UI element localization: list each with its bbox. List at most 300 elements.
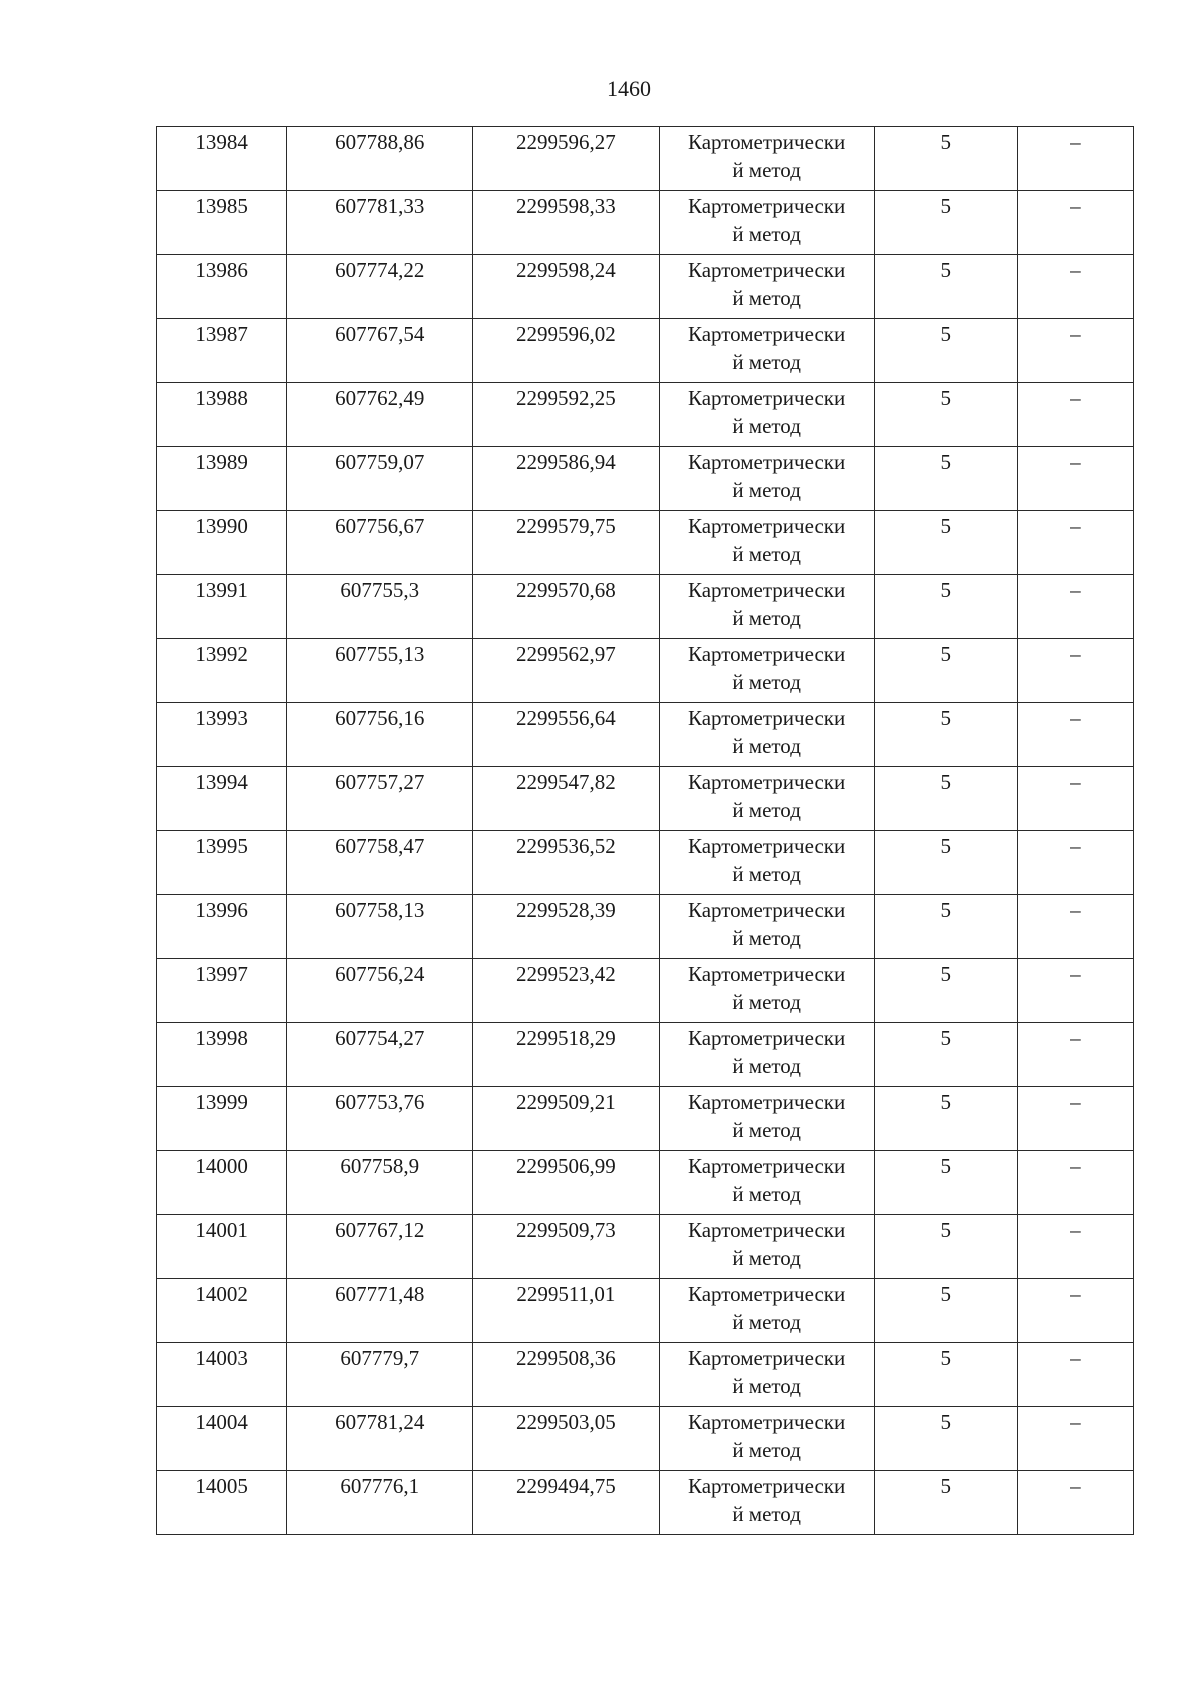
method-text: Картометрически [687,1090,846,1114]
accuracy-cell [874,959,1017,1023]
x-coordinate-text: 607776,1 [340,1474,420,1498]
method-cell [659,1471,874,1535]
method-cell [659,1087,874,1151]
x-coordinate-text: 607771,48 [335,1282,425,1306]
x-coordinate-cell [287,1087,473,1151]
method-text: й метод [732,1374,801,1398]
remark-text: – [1070,1026,1081,1050]
table-row [157,191,1134,255]
method-text: й метод [732,158,801,182]
method-text: й метод [732,1310,801,1334]
y-coordinate-text: 2299547,82 [516,770,616,794]
x-coordinate-text: 607758,13 [335,898,425,922]
x-coordinate-cell [287,1407,473,1471]
table-row [157,767,1134,831]
method-text: й метод [732,670,801,694]
accuracy-text: 5 [940,1154,952,1178]
x-coordinate-text: 607756,16 [335,706,425,730]
remark-text: – [1070,642,1081,666]
x-coordinate-text: 607759,07 [335,450,425,474]
table-row [157,1471,1134,1535]
point-number-cell [157,703,287,767]
method-text: Картометрически [687,770,846,794]
y-coordinate-cell [473,1023,659,1087]
method-text: Картометрически [687,1154,846,1178]
method-text: й метод [732,1118,801,1142]
x-coordinate-cell [287,511,473,575]
x-coordinate-text: 607758,47 [335,834,425,858]
x-coordinate-cell [287,1471,473,1535]
x-coordinate-cell [287,1215,473,1279]
table-row [157,255,1134,319]
remark-cell [1017,575,1133,639]
x-coordinate-cell [287,319,473,383]
table-row [157,1023,1134,1087]
remark-cell [1017,703,1133,767]
remark-text: – [1070,130,1081,154]
method-text: Картометрически [687,514,846,538]
table-row [157,639,1134,703]
x-coordinate-cell [287,639,473,703]
page-number: 1460 [607,76,651,101]
y-coordinate-text: 2299596,27 [516,130,616,154]
remark-cell [1017,639,1133,703]
remark-cell [1017,959,1133,1023]
method-text: й метод [732,990,801,1014]
remark-cell [1017,511,1133,575]
y-coordinate-text: 2299528,39 [516,898,616,922]
y-coordinate-cell [473,1471,659,1535]
y-coordinate-text: 2299556,64 [516,706,616,730]
method-text: Картометрически [687,1282,846,1306]
point-number-text: 13984 [195,130,248,154]
y-coordinate-text: 2299562,97 [516,642,616,666]
x-coordinate-cell [287,895,473,959]
x-coordinate-text: 607774,22 [335,258,425,282]
y-coordinate-cell [473,319,659,383]
method-text: Картометрически [687,706,846,730]
point-number-cell [157,639,287,703]
y-coordinate-cell [473,959,659,1023]
remark-text: – [1070,514,1081,538]
method-cell [659,1279,874,1343]
point-number-text: 13996 [195,898,248,922]
y-coordinate-text: 2299518,29 [516,1026,616,1050]
method-cell [659,447,874,511]
x-coordinate-text: 607781,24 [335,1410,425,1434]
method-text: Картометрически [687,642,846,666]
method-cell [659,1343,874,1407]
remark-cell [1017,447,1133,511]
x-coordinate-text: 607762,49 [335,386,425,410]
point-number-text: 14004 [195,1410,248,1434]
method-text: Картометрически [687,834,846,858]
table-row [157,1343,1134,1407]
point-number-cell [157,1471,287,1535]
method-text: Картометрически [687,130,846,154]
remark-text: – [1070,1474,1081,1498]
remark-text: – [1070,386,1081,410]
remark-cell [1017,1279,1133,1343]
accuracy-cell [874,575,1017,639]
method-text: Картометрически [687,962,846,986]
remark-text: – [1070,898,1081,922]
x-coordinate-cell [287,447,473,511]
table-row [157,1087,1134,1151]
table-row [157,127,1134,191]
y-coordinate-text: 2299509,73 [516,1218,616,1242]
y-coordinate-text: 2299523,42 [516,962,616,986]
x-coordinate-cell [287,575,473,639]
point-number-text: 13985 [195,194,248,218]
y-coordinate-text: 2299511,01 [516,1282,616,1306]
remark-text: – [1070,962,1081,986]
remark-cell [1017,255,1133,319]
point-number-text: 13993 [195,706,248,730]
y-coordinate-cell [473,255,659,319]
table-row [157,447,1134,511]
method-text: й метод [732,862,801,886]
y-coordinate-text: 2299494,75 [516,1474,616,1498]
accuracy-text: 5 [940,322,952,346]
y-coordinate-cell [473,831,659,895]
remark-text: – [1070,834,1081,858]
method-text: й метод [732,734,801,758]
x-coordinate-cell [287,1279,473,1343]
accuracy-cell [874,703,1017,767]
remark-text: – [1070,258,1081,282]
method-cell [659,959,874,1023]
method-cell [659,831,874,895]
x-coordinate-cell [287,1151,473,1215]
y-coordinate-cell [473,1279,659,1343]
x-coordinate-text: 607755,13 [335,642,425,666]
x-coordinate-text: 607756,67 [335,514,425,538]
accuracy-text: 5 [940,1218,952,1242]
point-number-text: 13986 [195,258,248,282]
x-coordinate-text: 607781,33 [335,194,425,218]
point-number-text: 14000 [195,1154,248,1178]
y-coordinate-text: 2299598,24 [516,258,616,282]
y-coordinate-cell [473,1343,659,1407]
accuracy-text: 5 [940,258,952,282]
method-text: й метод [732,478,801,502]
y-coordinate-cell [473,383,659,447]
y-coordinate-cell [473,191,659,255]
remark-text: – [1070,194,1081,218]
point-number-cell [157,319,287,383]
accuracy-cell [874,127,1017,191]
accuracy-text: 5 [940,1474,952,1498]
method-text: Картометрически [687,898,846,922]
method-text: Картометрически [687,258,846,282]
accuracy-text: 5 [940,1090,952,1114]
point-number-text: 13994 [195,770,248,794]
accuracy-text: 5 [940,450,952,474]
x-coordinate-text: 607755,3 [340,578,420,602]
method-text: й метод [732,1502,801,1526]
point-number-text: 14001 [195,1218,248,1242]
remark-text: – [1070,770,1081,794]
coordinates-table [156,126,1134,1535]
accuracy-text: 5 [940,1282,952,1306]
method-cell [659,191,874,255]
accuracy-cell [874,639,1017,703]
point-number-text: 14003 [195,1346,248,1370]
accuracy-cell [874,1471,1017,1535]
accuracy-text: 5 [940,1346,952,1370]
method-text: й метод [732,286,801,310]
point-number-cell [157,1087,287,1151]
remark-text: – [1070,1410,1081,1434]
method-cell [659,319,874,383]
remark-cell [1017,1023,1133,1087]
accuracy-text: 5 [940,514,952,538]
accuracy-cell [874,191,1017,255]
remark-cell [1017,383,1133,447]
accuracy-cell [874,1023,1017,1087]
method-text: й метод [732,1054,801,1078]
remark-text: – [1070,706,1081,730]
y-coordinate-text: 2299509,21 [516,1090,616,1114]
table-row [157,319,1134,383]
method-text: Картометрически [687,1474,846,1498]
accuracy-cell [874,319,1017,383]
remark-text: – [1070,1346,1081,1370]
point-number-text: 13991 [195,578,248,602]
accuracy-cell [874,895,1017,959]
remark-text: – [1070,1154,1081,1178]
accuracy-text: 5 [940,898,952,922]
method-text: й метод [732,1182,801,1206]
x-coordinate-text: 607757,27 [335,770,425,794]
y-coordinate-text: 2299570,68 [516,578,616,602]
method-cell [659,639,874,703]
y-coordinate-text: 2299536,52 [516,834,616,858]
point-number-text: 13989 [195,450,248,474]
point-number-text: 13987 [195,322,248,346]
accuracy-cell [874,1279,1017,1343]
remark-text: – [1070,322,1081,346]
point-number-cell [157,767,287,831]
accuracy-text: 5 [940,386,952,410]
table-row [157,895,1134,959]
x-coordinate-cell [287,767,473,831]
table-row [157,703,1134,767]
point-number-cell [157,1407,287,1471]
point-number-cell [157,1151,287,1215]
table-row [157,1151,1134,1215]
x-coordinate-text: 607779,7 [340,1346,420,1370]
accuracy-text: 5 [940,194,952,218]
y-coordinate-cell [473,447,659,511]
method-cell [659,575,874,639]
method-text: й метод [732,350,801,374]
method-text: й метод [732,1246,801,1270]
accuracy-text: 5 [940,770,952,794]
y-coordinate-cell [473,1087,659,1151]
method-cell [659,1023,874,1087]
point-number-cell [157,127,287,191]
point-number-text: 14002 [195,1282,248,1306]
table-row [157,1407,1134,1471]
table-row [157,383,1134,447]
accuracy-cell [874,767,1017,831]
method-text: й метод [732,926,801,950]
method-text: Картометрически [687,1346,846,1370]
method-cell [659,1407,874,1471]
method-text: Картометрически [687,450,846,474]
x-coordinate-cell [287,831,473,895]
remark-cell [1017,1087,1133,1151]
table-row [157,1215,1134,1279]
point-number-cell [157,1343,287,1407]
point-number-cell [157,1023,287,1087]
y-coordinate-text: 2299596,02 [516,322,616,346]
y-coordinate-cell [473,895,659,959]
remark-text: – [1070,578,1081,602]
x-coordinate-cell [287,255,473,319]
y-coordinate-text: 2299586,94 [516,450,616,474]
remark-text: – [1070,450,1081,474]
y-coordinate-text: 2299579,75 [516,514,616,538]
y-coordinate-cell [473,127,659,191]
remark-cell [1017,1343,1133,1407]
method-text: Картометрически [687,1026,846,1050]
accuracy-text: 5 [940,706,952,730]
method-cell [659,1215,874,1279]
remark-cell [1017,127,1133,191]
x-coordinate-cell [287,1023,473,1087]
y-coordinate-text: 2299506,99 [516,1154,616,1178]
accuracy-text: 5 [940,642,952,666]
x-coordinate-text: 607758,9 [340,1154,420,1178]
table-row [157,959,1134,1023]
x-coordinate-text: 607756,24 [335,962,425,986]
method-text: й метод [732,1438,801,1462]
remark-cell [1017,831,1133,895]
accuracy-cell [874,383,1017,447]
method-text: Картометрически [687,322,846,346]
table-row [157,511,1134,575]
point-number-text: 13998 [195,1026,248,1050]
method-cell [659,1151,874,1215]
remark-cell [1017,1407,1133,1471]
y-coordinate-text: 2299503,05 [516,1410,616,1434]
accuracy-cell [874,1343,1017,1407]
point-number-cell [157,511,287,575]
x-coordinate-cell [287,383,473,447]
remark-cell [1017,1215,1133,1279]
x-coordinate-text: 607754,27 [335,1026,425,1050]
accuracy-cell [874,1215,1017,1279]
accuracy-cell [874,1087,1017,1151]
remark-cell [1017,319,1133,383]
x-coordinate-text: 607767,54 [335,322,425,346]
accuracy-text: 5 [940,1026,952,1050]
accuracy-text: 5 [940,834,952,858]
accuracy-text: 5 [940,578,952,602]
accuracy-cell [874,1407,1017,1471]
x-coordinate-cell [287,191,473,255]
accuracy-text: 5 [940,130,952,154]
point-number-cell [157,1215,287,1279]
x-coordinate-cell [287,127,473,191]
point-number-cell [157,831,287,895]
point-number-cell [157,383,287,447]
x-coordinate-cell [287,1343,473,1407]
point-number-cell [157,447,287,511]
method-cell [659,895,874,959]
point-number-text: 13997 [195,962,248,986]
method-cell [659,383,874,447]
y-coordinate-cell [473,1151,659,1215]
x-coordinate-cell [287,959,473,1023]
accuracy-cell [874,831,1017,895]
method-text: Картометрически [687,386,846,410]
y-coordinate-cell [473,1407,659,1471]
remark-text: – [1070,1090,1081,1114]
y-coordinate-cell [473,639,659,703]
point-number-cell [157,255,287,319]
point-number-cell [157,895,287,959]
table-row [157,1279,1134,1343]
y-coordinate-text: 2299592,25 [516,386,616,410]
point-number-text: 13995 [195,834,248,858]
point-number-text: 13990 [195,514,248,538]
remark-cell [1017,1471,1133,1535]
x-coordinate-text: 607753,76 [335,1090,425,1114]
method-text: й метод [732,222,801,246]
x-coordinate-text: 607767,12 [335,1218,425,1242]
method-cell [659,127,874,191]
remark-cell [1017,895,1133,959]
table-row [157,831,1134,895]
accuracy-cell [874,255,1017,319]
remark-cell [1017,767,1133,831]
method-text: Картометрически [687,1218,846,1242]
point-number-cell [157,191,287,255]
method-text: й метод [732,798,801,822]
accuracy-text: 5 [940,1410,952,1434]
point-number-text: 14005 [195,1474,248,1498]
accuracy-cell [874,447,1017,511]
y-coordinate-text: 2299508,36 [516,1346,616,1370]
method-text: Картометрически [687,1410,846,1434]
x-coordinate-cell [287,703,473,767]
point-number-text: 13988 [195,386,248,410]
point-number-text: 13992 [195,642,248,666]
method-cell [659,255,874,319]
y-coordinate-text: 2299598,33 [516,194,616,218]
point-number-cell [157,959,287,1023]
accuracy-cell [874,1151,1017,1215]
point-number-cell [157,1279,287,1343]
method-text: й метод [732,606,801,630]
method-cell [659,511,874,575]
method-text: й метод [732,542,801,566]
y-coordinate-cell [473,703,659,767]
method-cell [659,767,874,831]
point-number-cell [157,575,287,639]
x-coordinate-text: 607788,86 [335,130,425,154]
table-body [157,127,1134,1535]
method-text: Картометрически [687,578,846,602]
y-coordinate-cell [473,1215,659,1279]
y-coordinate-cell [473,767,659,831]
method-text: Картометрически [687,194,846,218]
remark-text: – [1070,1218,1081,1242]
